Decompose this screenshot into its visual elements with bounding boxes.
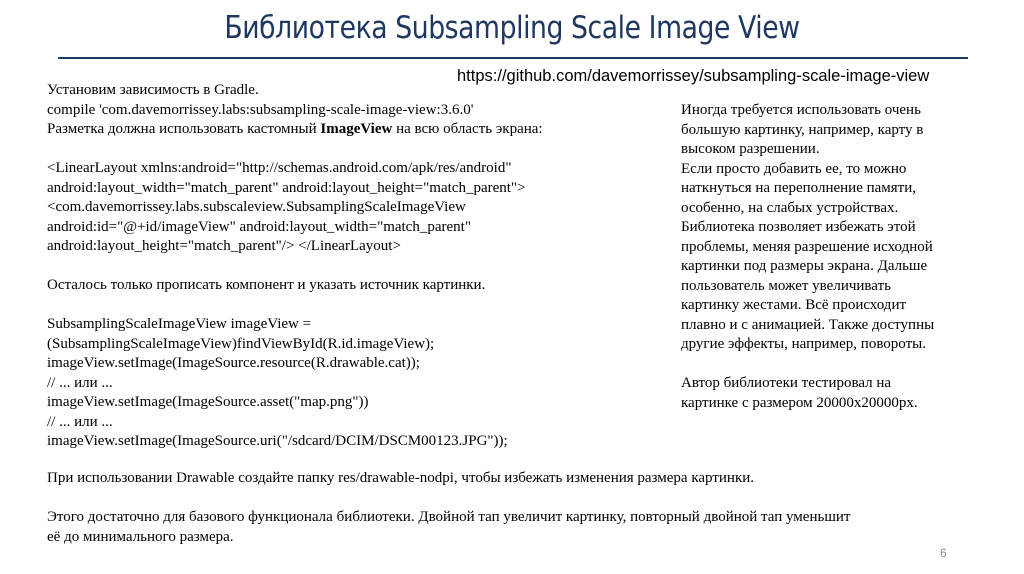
left-block-code bbox=[47, 276, 508, 452]
xml-line-2: android:layout_width="match_parent" android:layout_height="match_parent"> bbox=[47, 179, 526, 196]
xml-line-3: <com.davemorrissey.labs.subscaleview.SubsamplingScaleImageView bbox=[47, 199, 466, 215]
right-line: наткнуться на переполнение памяти, bbox=[681, 180, 917, 196]
right-line: плавно и с анимацией. Также доступны bbox=[681, 316, 935, 333]
right-line: Иногда требуется использовать очень bbox=[681, 102, 921, 118]
page-number: 6 bbox=[940, 546, 947, 560]
code-line-7: imageView.setImage(ImageSource.uri("/sdcard/DCIM/DSCM00123.JPG")); bbox=[47, 433, 508, 449]
code-line-2: (SubsamplingScaleImageView)findViewById(R.id.imageView); bbox=[47, 335, 435, 352]
right-line: Библиотека позволяет избежать этой bbox=[681, 219, 916, 235]
code-line-5: imageView.setImage(ImageSource.asset("map.png")) bbox=[47, 394, 369, 410]
layout-note bbox=[47, 120, 543, 140]
left-block-setup bbox=[47, 81, 543, 257]
layout-note-pre: Разметка должна использовать кастомный bbox=[47, 121, 321, 137]
author-line-2: картинке с размером 20000x20000px. bbox=[681, 394, 918, 411]
right-line: Если просто добавить ее, то можно bbox=[681, 160, 907, 177]
right-line: другие эффекты, например, повороты. bbox=[681, 336, 926, 352]
right-line: высоком разрешении. bbox=[681, 141, 820, 157]
conclusion-line-1: Этого достаточно для базового функционала библиотеки. Двойной тап увеличит картинку, повторный двойной тап уменьшит bbox=[47, 509, 851, 525]
right-line: особенно, на слабых устройствах. bbox=[681, 199, 899, 216]
xml-line-5: android:layout_height="match_parent"/> </LinearLayout> bbox=[47, 238, 401, 254]
layout-note-bold: ImageView bbox=[320, 121, 393, 137]
xml-line-4: android:id="@+id/imageView" android:layout_width="match_parent" bbox=[47, 218, 471, 235]
code-line-1: SubsamplingScaleImageView imageView = bbox=[47, 316, 312, 332]
conclusion-line-2: её до минимального размера. bbox=[47, 528, 234, 545]
right-line: пользователь может увеличивать bbox=[681, 277, 891, 294]
code-line-6: // ... или ... bbox=[47, 413, 113, 430]
bottom-block bbox=[47, 469, 850, 547]
code-line-4: // ... или ... bbox=[47, 374, 113, 391]
code-line-3: imageView.setImage(ImageSource.resource(R.drawable.cat)); bbox=[47, 355, 420, 371]
github-url[interactable]: https://github.com/davemorrissey/subsampling-scale-image-view bbox=[457, 67, 930, 85]
component-intro: Осталось только прописать компонент и указать источник картинки. bbox=[47, 277, 486, 293]
right-line: проблемы, меняя разрешение исходной bbox=[681, 238, 933, 255]
right-line: картинки под размеры экрана. Дальше bbox=[681, 258, 928, 274]
slide-title: Библиотека Subsampling Scale Image View bbox=[224, 10, 800, 46]
gradle-intro: Установим зависимость в Gradle. bbox=[47, 82, 259, 98]
right-line: большую картинку, например, карту в bbox=[681, 121, 924, 138]
right-description bbox=[681, 101, 981, 413]
title-underline bbox=[58, 57, 968, 59]
xml-line-1: <LinearLayout xmlns:android="http://schemas.android.com/apk/res/android" bbox=[47, 160, 512, 176]
right-line: картинку жестами. Всё происходит bbox=[681, 297, 907, 313]
gradle-compile-line: compile 'com.davemorrissey.labs:subsampling-scale-image-view:3.6.0' bbox=[47, 101, 474, 118]
layout-note-post: на всю область экрана: bbox=[392, 121, 543, 137]
drawable-note: При использовании Drawable создайте папку res/drawable-nodpi, чтобы избежать изменения размера картинки. bbox=[47, 470, 755, 486]
author-line-1: Автор библиотеки тестировал на bbox=[681, 375, 892, 391]
